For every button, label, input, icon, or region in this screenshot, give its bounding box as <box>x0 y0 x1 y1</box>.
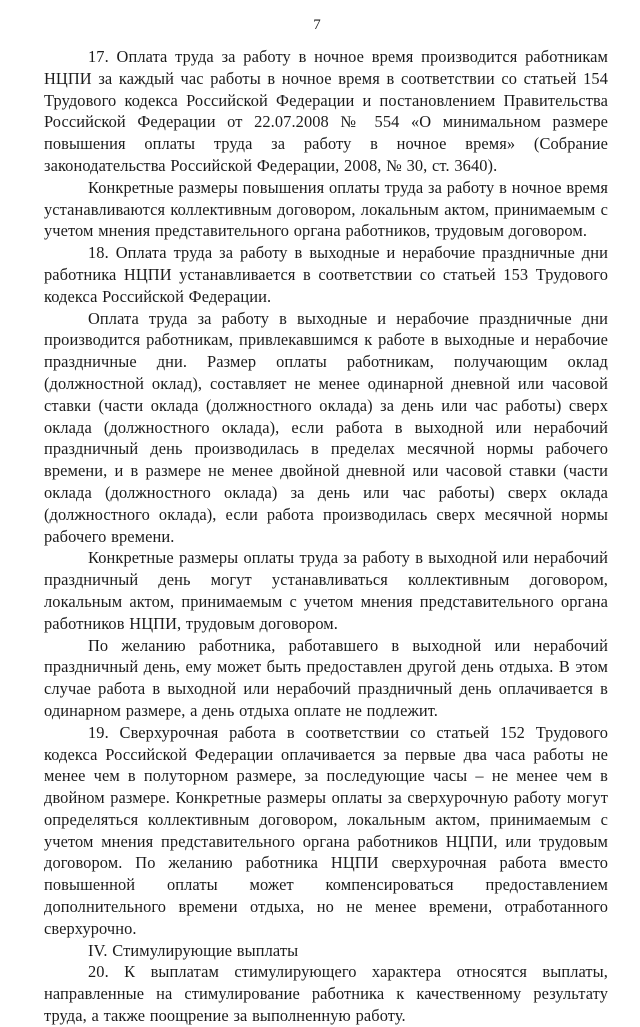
document-body <box>44 46 608 1027</box>
page-number: 7 <box>313 17 321 33</box>
paragraph-20: 20. К выплатам стимулирующего характера относятся выплаты, направленные на стимулирование работника к качественному результату труда, а также поощрение за выполненную работу. <box>44 962 608 1026</box>
paragraph-19: 19. Сверхурочная работа в соответствии со статьей 152 Трудового кодекса Российской Федерации оплачивается за первые два часа работы не менее чем в полуторном размере, за последующие часы – не менее чем в двойном размере. Конкретные размеры оплаты за сверхурочную работу могут определяться коллективным договором, локальным актом, принимаемым с учетом мнения представительного органа работников НЦПИ, или трудовым договором. По желанию работника НЦПИ сверхурочная работа вместо повышенной оплаты может компенсироваться предоставлением дополнительного времени отдыха, но не менее времени, отработанного сверхурочно. <box>44 722 608 938</box>
paragraph-18-continued-3: По желанию работника, работавшего в выходной или нерабочий праздничный день, ему может быть предоставлен другой день отдыха. В этом случае работа в выходной или нерабочий праздничный день оплачивается в одинарном размере, а день отдыха оплате не подлежит. <box>44 635 608 720</box>
paragraph-17: 17. Оплата труда за работу в ночное время производится работникам НЦПИ за каждый час работы в ночное время в соответствии со статьей 154 Трудового кодекса Российской Федерации и постановлением Правительства Российской Федерации от 22.07.2008 № 554 «О минимальном размере повышения оплаты труда за работу в ночное время» (Собрание законодательства Российской Федерации, 2008, № 30, ст. 3640). <box>44 47 608 175</box>
paragraph-17-continued: Конкретные размеры повышения оплаты труда за работу в ночное время устанавливаются коллективным договором, локальным актом, принимаемым с учетом мнения представительного органа работников, трудовым договором. <box>44 177 608 241</box>
section-heading-iv: IV. Стимулирующие выплаты <box>88 940 299 960</box>
paragraph-18-continued-1: Оплата труда за работу в выходные и нерабочие праздничные дни производится работникам, привлекавшимся к работе в выходные и нерабочие праздничные дни. Размер оплаты работникам, получающим оклад (должностной оклад), составляет не менее одинарной дневной или часовой ставки (части оклада (должностного оклада) за день или час работы) сверх оклада (должностного оклада), если работа в выходной или нерабочий праздничный день производилась в пределах месячной нормы рабочего времени, и в размере не менее двойной дневной или часовой ставки (части оклада (должностного оклада) за день или час работы) сверх оклада (должностного оклада), если работа производилась сверх месячной нормы рабочего времени. <box>44 308 608 546</box>
paragraph-18: 18. Оплата труда за работу в выходные и нерабочие праздничные дни работника НЦПИ устанавливается в соответствии со статьей 153 Трудового кодекса Российской Федерации. <box>44 243 608 306</box>
paragraph-18-continued-2: Конкретные размеры оплаты труда за работу в выходной или нерабочий праздничный день могут устанавливаться коллективным договором, локальным актом, принимаемым с учетом мнения представительного органа работников НЦПИ, трудовым договором. <box>44 548 608 633</box>
